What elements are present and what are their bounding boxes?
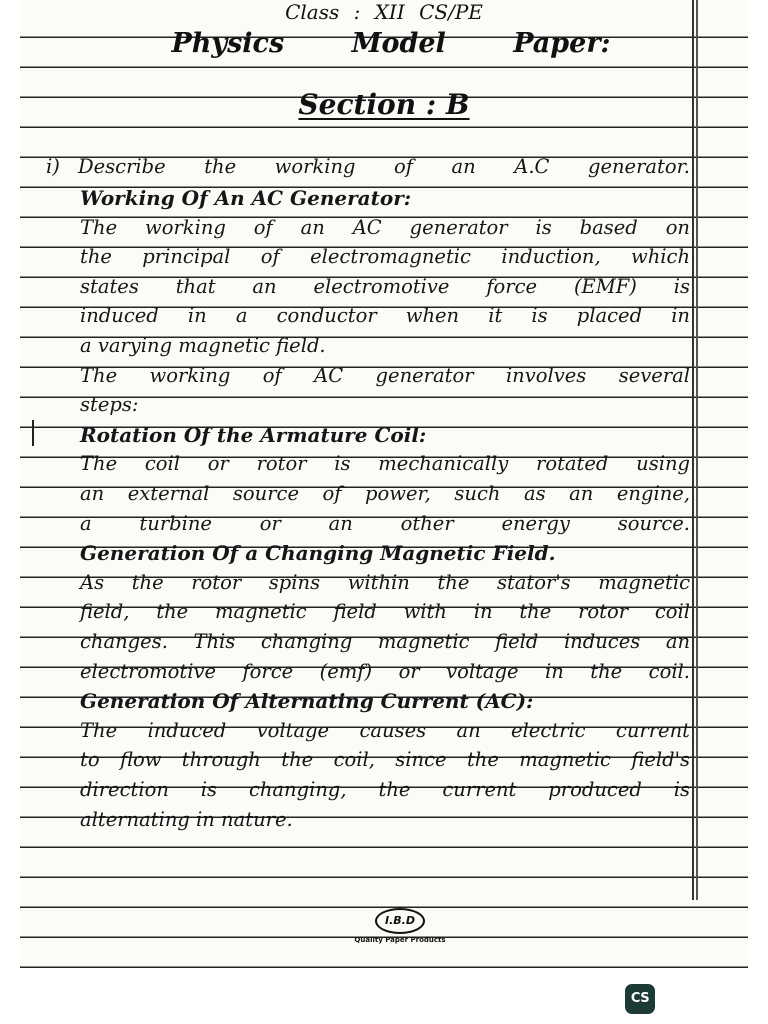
answer-line: As the rotor spins within the stator's magnetic	[80, 570, 690, 594]
logo-badge: I.B.D	[375, 908, 425, 934]
answer-line: an external source of power, such as an engine,	[80, 482, 690, 505]
answer-line: induced in a conductor when it is placed in	[80, 304, 690, 328]
question-text: Describe the working of an A.C generator.	[78, 155, 690, 178]
answer-line: direction is changing, the current produced is	[80, 778, 690, 801]
answer-line: The working of an AC generator is based on	[80, 215, 690, 239]
question-line	[46, 155, 690, 179]
answer-line: The coil or rotor is mechanically rotated using	[80, 452, 690, 476]
answer-line: states that an electromotive force (EMF) is	[80, 274, 690, 298]
answer-line: alternating in nature.	[80, 807, 293, 831]
camscanner-badge-icon[interactable]: CS	[625, 984, 655, 1014]
question-number: i)	[46, 155, 60, 178]
answer-line: The working of AC generator involves several	[80, 363, 690, 387]
margin-line-inner	[696, 0, 698, 900]
answer-line: steps:	[80, 393, 139, 417]
margin-line	[692, 0, 694, 900]
logo-tagline: Quality Paper Products	[354, 936, 446, 944]
answer-line: a varying magnetic field.	[80, 334, 326, 357]
answer-subheading: Rotation Of the Armature Coil:	[80, 422, 427, 447]
class-line: Class : XII CS/PE	[285, 0, 483, 24]
answer-line: a turbine or an other energy source.	[80, 511, 690, 535]
brand-logo	[350, 908, 450, 944]
notebook-page	[20, 0, 748, 968]
answer-subheading: Working Of An AC Generator:	[80, 186, 412, 210]
pen-mark	[32, 420, 34, 446]
answer-line: to flow through the coil, since the magnetic field's	[80, 748, 690, 772]
answer-line: changes. This changing magnetic field induces an	[80, 630, 690, 653]
answer-subheading: Generation Of a Changing Magnetic Field.	[80, 541, 556, 566]
answer-subheading: Generation Of Alternating Current (AC):	[80, 689, 534, 714]
page-title: Physics Model Paper:	[171, 28, 611, 59]
answer-line: field, the magnetic field with in the rotor coil	[80, 600, 690, 624]
answer-line: the principal of electromagnetic induction, which	[80, 245, 690, 269]
answer-line: electromotive force (emf) or voltage in the coil.	[80, 659, 690, 683]
section-title: Section : B	[298, 88, 470, 121]
answer-line: The induced voltage causes an electric current	[80, 718, 690, 742]
